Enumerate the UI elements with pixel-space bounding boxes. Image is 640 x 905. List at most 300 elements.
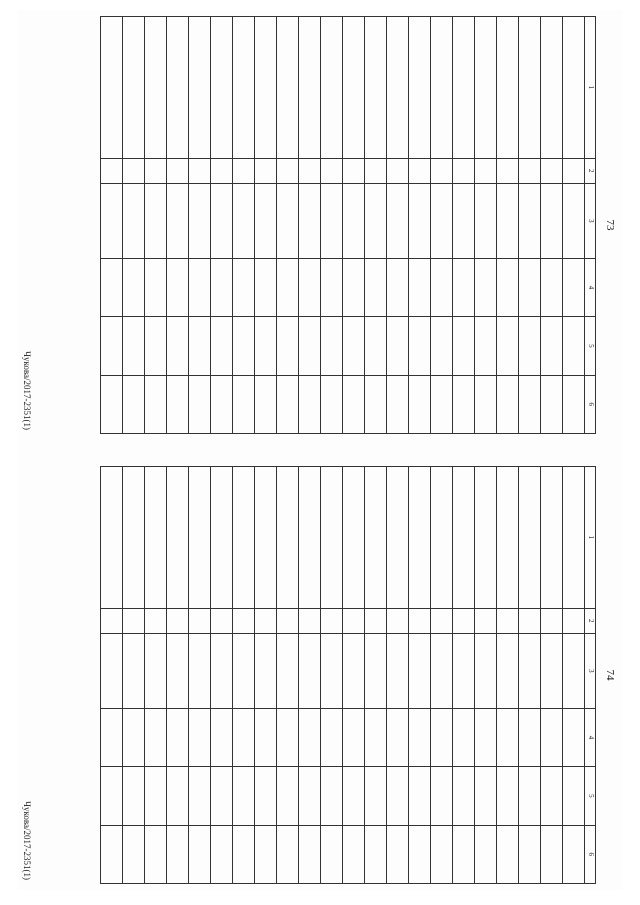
table-cell xyxy=(233,183,255,258)
table-cell xyxy=(255,317,277,375)
table-cell xyxy=(299,708,321,766)
table-cell xyxy=(519,467,541,609)
table-cell xyxy=(299,467,321,609)
col-header: 2 xyxy=(585,158,596,183)
table-row xyxy=(277,17,299,434)
table-cell xyxy=(453,608,475,633)
col-header: 3 xyxy=(585,183,596,258)
table-cell xyxy=(299,17,321,159)
table-cell xyxy=(211,183,233,258)
table-cell xyxy=(431,633,453,708)
table-cell xyxy=(343,375,365,433)
table-cell xyxy=(123,183,145,258)
table-cell xyxy=(167,633,189,708)
table-row xyxy=(519,467,541,884)
table-cell xyxy=(101,258,123,316)
table-row xyxy=(475,467,497,884)
table-cell xyxy=(563,467,585,609)
table-row xyxy=(541,467,563,884)
table-cell xyxy=(387,17,409,159)
table-cell xyxy=(541,317,563,375)
table-cell xyxy=(211,633,233,708)
table-cell xyxy=(365,767,387,825)
table-cell xyxy=(541,825,563,883)
table-cell xyxy=(321,183,343,258)
table-cell xyxy=(365,375,387,433)
table-cell xyxy=(277,825,299,883)
right-page xyxy=(18,460,622,890)
table-cell xyxy=(123,158,145,183)
table-cell xyxy=(145,825,167,883)
table-row xyxy=(123,467,145,884)
table-cell xyxy=(519,608,541,633)
col-header: 3 xyxy=(585,633,596,708)
table-cell xyxy=(255,633,277,708)
table-cell xyxy=(145,17,167,159)
table-cell xyxy=(167,17,189,159)
table-cell xyxy=(365,633,387,708)
page-number-right: 74 xyxy=(604,669,616,681)
table-cell xyxy=(101,158,123,183)
table-cell xyxy=(233,467,255,609)
table-cell xyxy=(211,708,233,766)
table-row xyxy=(145,17,167,434)
table-cell xyxy=(387,158,409,183)
table-cell xyxy=(387,258,409,316)
table-cell xyxy=(519,708,541,766)
table-cell xyxy=(431,825,453,883)
table-row xyxy=(167,467,189,884)
document-reference-right: Чукова/2017-2351(1) xyxy=(22,801,32,880)
table-cell xyxy=(189,183,211,258)
table-cell xyxy=(497,708,519,766)
table-cell xyxy=(123,633,145,708)
table-cell xyxy=(321,158,343,183)
table-cell xyxy=(497,375,519,433)
table-cell xyxy=(101,467,123,609)
table-cell xyxy=(563,633,585,708)
table-cell xyxy=(519,825,541,883)
table-cell xyxy=(101,317,123,375)
table-cell xyxy=(497,633,519,708)
table-row xyxy=(189,17,211,434)
table-cell xyxy=(123,17,145,159)
table-cell xyxy=(145,633,167,708)
table-cell xyxy=(145,467,167,609)
table-cell xyxy=(453,467,475,609)
col-header: 2 xyxy=(585,608,596,633)
table-cell xyxy=(343,633,365,708)
table-cell xyxy=(167,258,189,316)
table-cell xyxy=(277,183,299,258)
table-cell xyxy=(255,708,277,766)
table-cell xyxy=(431,258,453,316)
table-cell xyxy=(453,317,475,375)
table-cell xyxy=(299,258,321,316)
budget-table-right xyxy=(100,466,596,884)
table-cell xyxy=(299,158,321,183)
table-cell xyxy=(343,183,365,258)
table-row xyxy=(519,17,541,434)
table-cell xyxy=(563,608,585,633)
table-cell xyxy=(255,767,277,825)
table-cell xyxy=(431,608,453,633)
table-cell xyxy=(563,183,585,258)
table-cell xyxy=(123,375,145,433)
table-cell xyxy=(101,633,123,708)
table-cell xyxy=(123,825,145,883)
table-row xyxy=(101,467,123,884)
table-cell xyxy=(321,708,343,766)
table-cell xyxy=(299,317,321,375)
table-cell xyxy=(431,467,453,609)
table-cell xyxy=(123,467,145,609)
table-cell xyxy=(255,183,277,258)
table-row xyxy=(563,467,585,884)
table-cell xyxy=(453,708,475,766)
table-cell xyxy=(409,708,431,766)
table-row xyxy=(387,467,409,884)
table-cell xyxy=(145,183,167,258)
table-cell xyxy=(541,608,563,633)
table-cell xyxy=(211,608,233,633)
table-cell xyxy=(167,608,189,633)
table-row xyxy=(541,17,563,434)
table-cell xyxy=(321,467,343,609)
table-cell xyxy=(519,183,541,258)
table-cell xyxy=(365,467,387,609)
table-cell xyxy=(497,17,519,159)
table-cell xyxy=(145,158,167,183)
table-cell xyxy=(299,633,321,708)
table-cell xyxy=(475,158,497,183)
table-cell xyxy=(211,317,233,375)
table-row xyxy=(299,467,321,884)
table-cell xyxy=(145,767,167,825)
table-cell xyxy=(343,17,365,159)
table-cell xyxy=(255,467,277,609)
table-cell xyxy=(387,608,409,633)
table-cell xyxy=(475,317,497,375)
table-cell xyxy=(365,708,387,766)
table-cell xyxy=(343,767,365,825)
table-cell xyxy=(563,825,585,883)
table-cell xyxy=(387,375,409,433)
table-cell xyxy=(431,183,453,258)
table-cell xyxy=(387,317,409,375)
table-cell xyxy=(387,767,409,825)
table-cell xyxy=(167,825,189,883)
table-cell xyxy=(277,375,299,433)
table-cell xyxy=(343,467,365,609)
table-cell xyxy=(365,158,387,183)
table-cell xyxy=(519,158,541,183)
col-header: 1 xyxy=(585,17,596,159)
table-row xyxy=(431,17,453,434)
table-cell xyxy=(387,708,409,766)
table-cell xyxy=(563,708,585,766)
table-header-row xyxy=(585,17,596,434)
col-header: 4 xyxy=(585,258,596,316)
table-cell xyxy=(101,375,123,433)
table-cell xyxy=(497,317,519,375)
table-cell xyxy=(299,375,321,433)
table-cell xyxy=(343,825,365,883)
table-cell xyxy=(453,158,475,183)
table-cell xyxy=(409,375,431,433)
col-header: 5 xyxy=(585,317,596,375)
table-cell xyxy=(255,158,277,183)
table-cell xyxy=(255,608,277,633)
table-cell xyxy=(453,767,475,825)
table-cell xyxy=(519,375,541,433)
table-cell xyxy=(211,17,233,159)
table-cell xyxy=(101,825,123,883)
table-cell xyxy=(299,608,321,633)
table-cell xyxy=(233,767,255,825)
table-cell xyxy=(211,258,233,316)
table-row xyxy=(255,17,277,434)
table-cell xyxy=(233,317,255,375)
table-cell xyxy=(475,608,497,633)
table-cell xyxy=(189,467,211,609)
col-header: 6 xyxy=(585,825,596,883)
table-row xyxy=(453,467,475,884)
table-cell xyxy=(255,17,277,159)
table-cell xyxy=(101,767,123,825)
table-cell xyxy=(453,633,475,708)
table-cell xyxy=(189,17,211,159)
table-cell xyxy=(321,767,343,825)
table-cell xyxy=(233,633,255,708)
table-cell xyxy=(101,608,123,633)
table-cell xyxy=(277,608,299,633)
table-cell xyxy=(475,17,497,159)
table-cell xyxy=(541,767,563,825)
table-cell xyxy=(475,467,497,609)
table-cell xyxy=(563,258,585,316)
table-cell xyxy=(233,375,255,433)
table-cell xyxy=(211,825,233,883)
table-cell xyxy=(101,17,123,159)
document-spread xyxy=(18,10,622,890)
table-cell xyxy=(519,317,541,375)
table-cell xyxy=(343,158,365,183)
table-cell xyxy=(211,467,233,609)
table-cell xyxy=(431,708,453,766)
table-cell xyxy=(343,708,365,766)
table-cell xyxy=(541,633,563,708)
table-cell xyxy=(475,183,497,258)
table-body-right xyxy=(101,467,585,884)
table-cell xyxy=(145,608,167,633)
table-cell xyxy=(145,375,167,433)
table-row xyxy=(167,17,189,434)
table-cell xyxy=(563,158,585,183)
table-row xyxy=(255,467,277,884)
table-cell xyxy=(409,608,431,633)
table-cell xyxy=(387,467,409,609)
table-header-row xyxy=(585,467,596,884)
table-cell xyxy=(431,17,453,159)
table-row xyxy=(101,17,123,434)
table-cell xyxy=(497,467,519,609)
table-cell xyxy=(189,825,211,883)
table-cell xyxy=(211,375,233,433)
scanned-page xyxy=(18,10,622,890)
table-cell xyxy=(277,708,299,766)
table-cell xyxy=(563,767,585,825)
table-cell xyxy=(475,825,497,883)
table-cell xyxy=(497,767,519,825)
table-cell xyxy=(563,17,585,159)
table-cell xyxy=(299,825,321,883)
table-cell xyxy=(365,183,387,258)
table-row xyxy=(365,17,387,434)
table-row xyxy=(321,467,343,884)
table-cell xyxy=(541,467,563,609)
table-row xyxy=(387,17,409,434)
table-row xyxy=(233,467,255,884)
table-row xyxy=(211,17,233,434)
table-cell xyxy=(167,183,189,258)
table-cell xyxy=(189,317,211,375)
table-cell xyxy=(475,708,497,766)
table-cell xyxy=(321,825,343,883)
table-cell xyxy=(431,317,453,375)
table-cell xyxy=(453,825,475,883)
table-cell xyxy=(365,258,387,316)
table-row xyxy=(123,17,145,434)
table-cell xyxy=(123,708,145,766)
table-cell xyxy=(167,708,189,766)
table-cell xyxy=(255,375,277,433)
table-cell xyxy=(497,825,519,883)
table-cell xyxy=(343,258,365,316)
col-header: 6 xyxy=(585,375,596,433)
table-cell xyxy=(321,608,343,633)
table-cell xyxy=(343,608,365,633)
table-cell xyxy=(343,317,365,375)
table-cell xyxy=(409,158,431,183)
table-cell xyxy=(409,467,431,609)
table-row xyxy=(431,467,453,884)
table-cell xyxy=(123,258,145,316)
table-cell xyxy=(409,183,431,258)
table-cell xyxy=(277,767,299,825)
table-cell xyxy=(409,258,431,316)
table-cell xyxy=(277,158,299,183)
table-cell xyxy=(321,633,343,708)
table-cell xyxy=(365,825,387,883)
table-cell xyxy=(541,708,563,766)
table-cell xyxy=(277,317,299,375)
table-cell xyxy=(123,767,145,825)
table-cell xyxy=(497,258,519,316)
table-cell xyxy=(541,375,563,433)
col-header: 1 xyxy=(585,467,596,609)
table-cell xyxy=(541,183,563,258)
col-header: 4 xyxy=(585,708,596,766)
table-cell xyxy=(145,258,167,316)
table-cell xyxy=(233,158,255,183)
table-cell xyxy=(145,708,167,766)
table-cell xyxy=(167,375,189,433)
table-row xyxy=(145,467,167,884)
table-cell xyxy=(321,375,343,433)
table-cell xyxy=(123,608,145,633)
table-cell xyxy=(211,767,233,825)
table-cell xyxy=(563,375,585,433)
table-cell xyxy=(365,608,387,633)
table-cell xyxy=(453,183,475,258)
table-row xyxy=(189,467,211,884)
table-cell xyxy=(519,633,541,708)
table-cell xyxy=(167,467,189,609)
col-header: 5 xyxy=(585,767,596,825)
table-cell xyxy=(475,258,497,316)
table-cell xyxy=(277,467,299,609)
table-row xyxy=(497,17,519,434)
left-page xyxy=(18,10,622,440)
table-cell xyxy=(123,317,145,375)
table-cell xyxy=(475,375,497,433)
table-cell xyxy=(431,158,453,183)
table-row xyxy=(475,17,497,434)
table-cell xyxy=(387,183,409,258)
table-cell xyxy=(519,17,541,159)
table-row xyxy=(277,467,299,884)
table-cell xyxy=(211,158,233,183)
table-cell xyxy=(409,767,431,825)
table-cell xyxy=(233,708,255,766)
budget-table-left xyxy=(100,16,596,434)
table-cell xyxy=(233,825,255,883)
document-reference-left: Чукова/2017-2351(1) xyxy=(22,351,32,430)
table-cell xyxy=(541,17,563,159)
table-cell xyxy=(453,375,475,433)
table-cell xyxy=(519,258,541,316)
table-cell xyxy=(541,258,563,316)
table-cell xyxy=(167,158,189,183)
table-row xyxy=(343,467,365,884)
table-cell xyxy=(475,633,497,708)
table-cell xyxy=(409,17,431,159)
table-row xyxy=(409,17,431,434)
table-cell xyxy=(189,633,211,708)
table-cell xyxy=(563,317,585,375)
table-cell xyxy=(299,183,321,258)
table-cell xyxy=(475,767,497,825)
table-body-left xyxy=(101,17,585,434)
table-cell xyxy=(189,708,211,766)
table-cell xyxy=(409,633,431,708)
table-cell xyxy=(453,258,475,316)
table-row xyxy=(409,467,431,884)
table-cell xyxy=(233,608,255,633)
table-cell xyxy=(321,317,343,375)
table-row xyxy=(497,467,519,884)
table-cell xyxy=(365,17,387,159)
table-row xyxy=(563,17,585,434)
table-cell xyxy=(189,608,211,633)
table-cell xyxy=(189,158,211,183)
table-row xyxy=(299,17,321,434)
table-cell xyxy=(321,17,343,159)
table-cell xyxy=(189,767,211,825)
table-cell xyxy=(431,375,453,433)
table-cell xyxy=(453,17,475,159)
